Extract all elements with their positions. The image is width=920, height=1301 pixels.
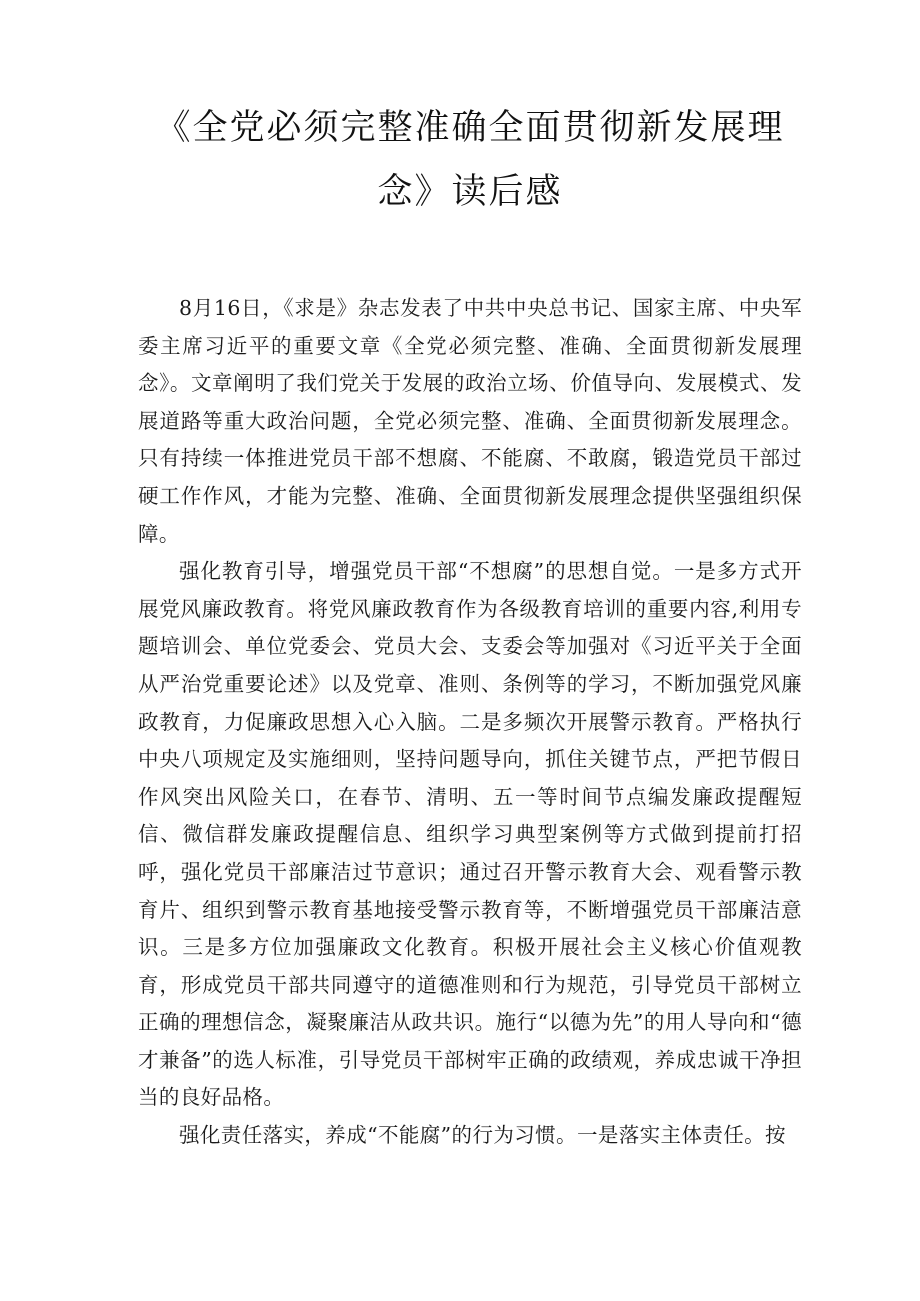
paragraph-education: 强化教育引导，增强党员干部“不想腐”的思想自觉。一是多方式开展党风廉政教育。将党风廉政教育作为各级教育培训的重要内容,利用专题培训会、单位党委会、党员大会、支委会等加强对《习近平关于全面从严治党重要论述》以及党章、准则、条例等的学习，不断加强党风廉政教育，力促廉政思想入心入脑。二是多频次开展警示教育。严格执行中央八项规定及实施细则，坚持问题导向，抓住关键节点，严把节假日作风突出风险关口，在春节、清明、五一等时间节点编发廉政提醒短信、微信群发廉政提醒信息、组织学习典型案例等方式做到提前打招呼，强化党员干部廉洁过节意识；通过召开警示教育大会、观看警示教育片、组织到警示教育基地接受警示教育等，不断增强党员干部廉洁意识。三是多方位加强廉政文化教育。积极开展社会主义核心价值观教育，形成党员干部共同遵守的道德准则和行为规范，引导党员干部树立正确的理想信念，凝聚廉洁从政共识。施行“以德为先”的用人导向和“德才兼备”的选人标准，引导党员干部树牢正确的政绩观，养成忠诚干净担当的良好品格。 [138,559,802,1110]
document-title: 《全党必须完整准确全面贯彻新发展理念》读后感 [155,108,785,212]
document-body [138,290,802,1155]
paragraph-intro: 8月16日，《求是》杂志发表了中共中央总书记、国家主席、中央军委主席习近平的重要文章《全党必须完整、准确、全面贯彻新发展理念》。文章阐明了我们党关于发展的政治立场、价值导向、发展模式、发展道路等重大政治问题，全党必须完整、准确、全面贯彻新发展理念。只有持续一体推进党员干部不想腐、不能腐、不敢腐，锻造党员干部过硬工作作风，才能为完整、准确、全面贯彻新发展理念提供坚强组织保障。 [138,296,802,546]
paragraph-responsibility: 强化责任落实，养成“不能腐”的行为习惯。一是落实主体责任。按 [179,1123,786,1148]
